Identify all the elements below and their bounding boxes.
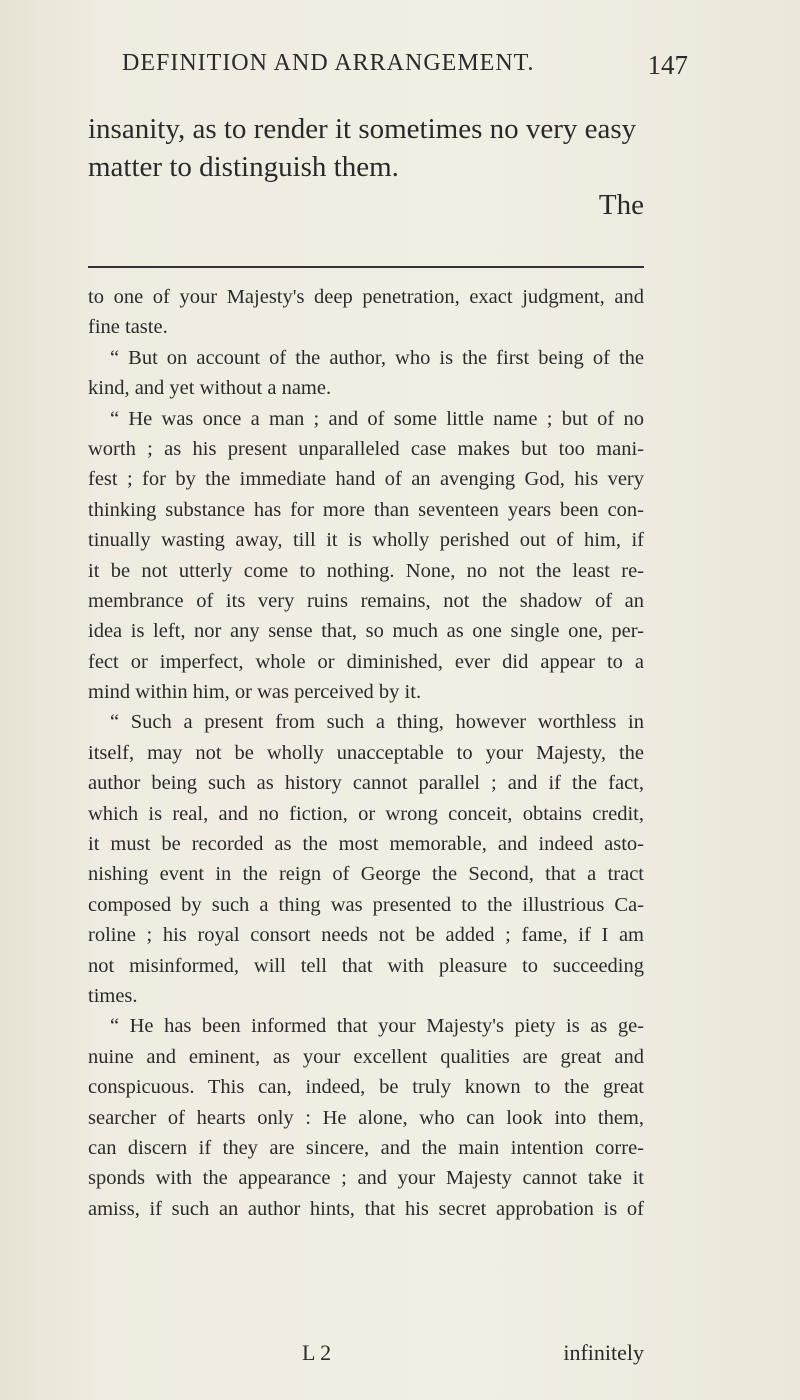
footnote-line: times.: [88, 984, 138, 1007]
footnote-line: author being such as history cannot parallel ; and if the fact,: [88, 772, 644, 795]
footnote-line: composed by such a thing was presented to the illustrious Ca-: [88, 893, 644, 916]
footnote-line: “ He was once a man ; and of some little name ; but of no: [110, 407, 644, 430]
footnote-line: “ Such a present from such a thing, however worthless in: [110, 711, 644, 734]
running-head: [88, 50, 688, 90]
footnote-line: not misinformed, will tell that with pleasure to succeeding: [88, 954, 644, 977]
footnote-line: idea is left, nor any sense that, so much as one single one, per-: [88, 620, 644, 643]
footnote-line: thinking substance has for more than seventeen years been con-: [88, 498, 644, 521]
footer-catchword: infinitely: [563, 1340, 644, 1365]
main-text-line: matter to distinguish them.: [88, 151, 399, 183]
running-title: DEFINITION AND ARRANGEMENT.: [122, 50, 535, 76]
signature-mark: L 2: [302, 1340, 332, 1365]
footnote-line: it be not utterly come to nothing. None, no not the least re-: [88, 559, 644, 582]
footnote-line: roline ; his royal consort needs not be added ; fame, if I am: [88, 924, 644, 947]
footnote-rule: [88, 266, 644, 268]
main-catchword: The: [598, 189, 644, 221]
footnote-line: nuine and eminent, as your excellent qualities are great and: [88, 1045, 644, 1068]
footnote-line: worth ; as his present unparalleled case makes but too mani-: [88, 437, 644, 460]
footnote-line: membrance of its very ruins remains, not the shadow of an: [88, 589, 644, 612]
footnote-line: mind within him, or was perceived by it.: [88, 681, 422, 704]
footnote-line: fine taste.: [88, 316, 168, 339]
footnote-line: tinually wasting away, till it is wholly perished out of him, if: [88, 529, 644, 552]
footnote-line: conspicuous. This can, indeed, be truly known to the great: [88, 1076, 644, 1099]
footnote-line: fect or imperfect, whole or diminished, ever did appear to a: [88, 650, 644, 673]
page-footer: [88, 1340, 644, 1370]
footnote-line: can discern if they are sincere, and the main intention corre-: [88, 1136, 644, 1159]
footnote-line: it must be recorded as the most memorable, and indeed asto-: [88, 833, 644, 856]
footnote-line: fest ; for by the immediate hand of an avenging God, his very: [88, 468, 644, 491]
main-text: [88, 110, 648, 224]
footnote-line: nishing event in the reign of George the Second, that a tract: [88, 863, 644, 886]
footnote-line: kind, and yet without a name.: [88, 377, 332, 400]
footnote-line: sponds with the appearance ; and your Majesty cannot take it: [88, 1167, 644, 1190]
footnote-line: amiss, if such an author hints, that his secret approbation is of: [88, 1197, 644, 1220]
footnote-line: to one of your Majesty's deep penetration, exact judgment, and: [88, 286, 644, 308]
footnote: [88, 282, 644, 1224]
footnote-line: itself, may not be wholly unacceptable to your Majesty, the: [88, 741, 644, 764]
footnote-line: searcher of hearts only : He alone, who can look into them,: [88, 1106, 644, 1129]
page-number: 147: [647, 50, 688, 80]
main-text-line: insanity, as to render it sometimes no very easy: [88, 113, 637, 145]
footnote-line: “ He has been informed that your Majesty's piety is as ge-: [110, 1015, 644, 1038]
footnote-line: “ But on account of the author, who is the first being of the: [110, 346, 644, 369]
footnote-line: which is real, and no fiction, or wrong conceit, obtains credit,: [88, 802, 644, 825]
